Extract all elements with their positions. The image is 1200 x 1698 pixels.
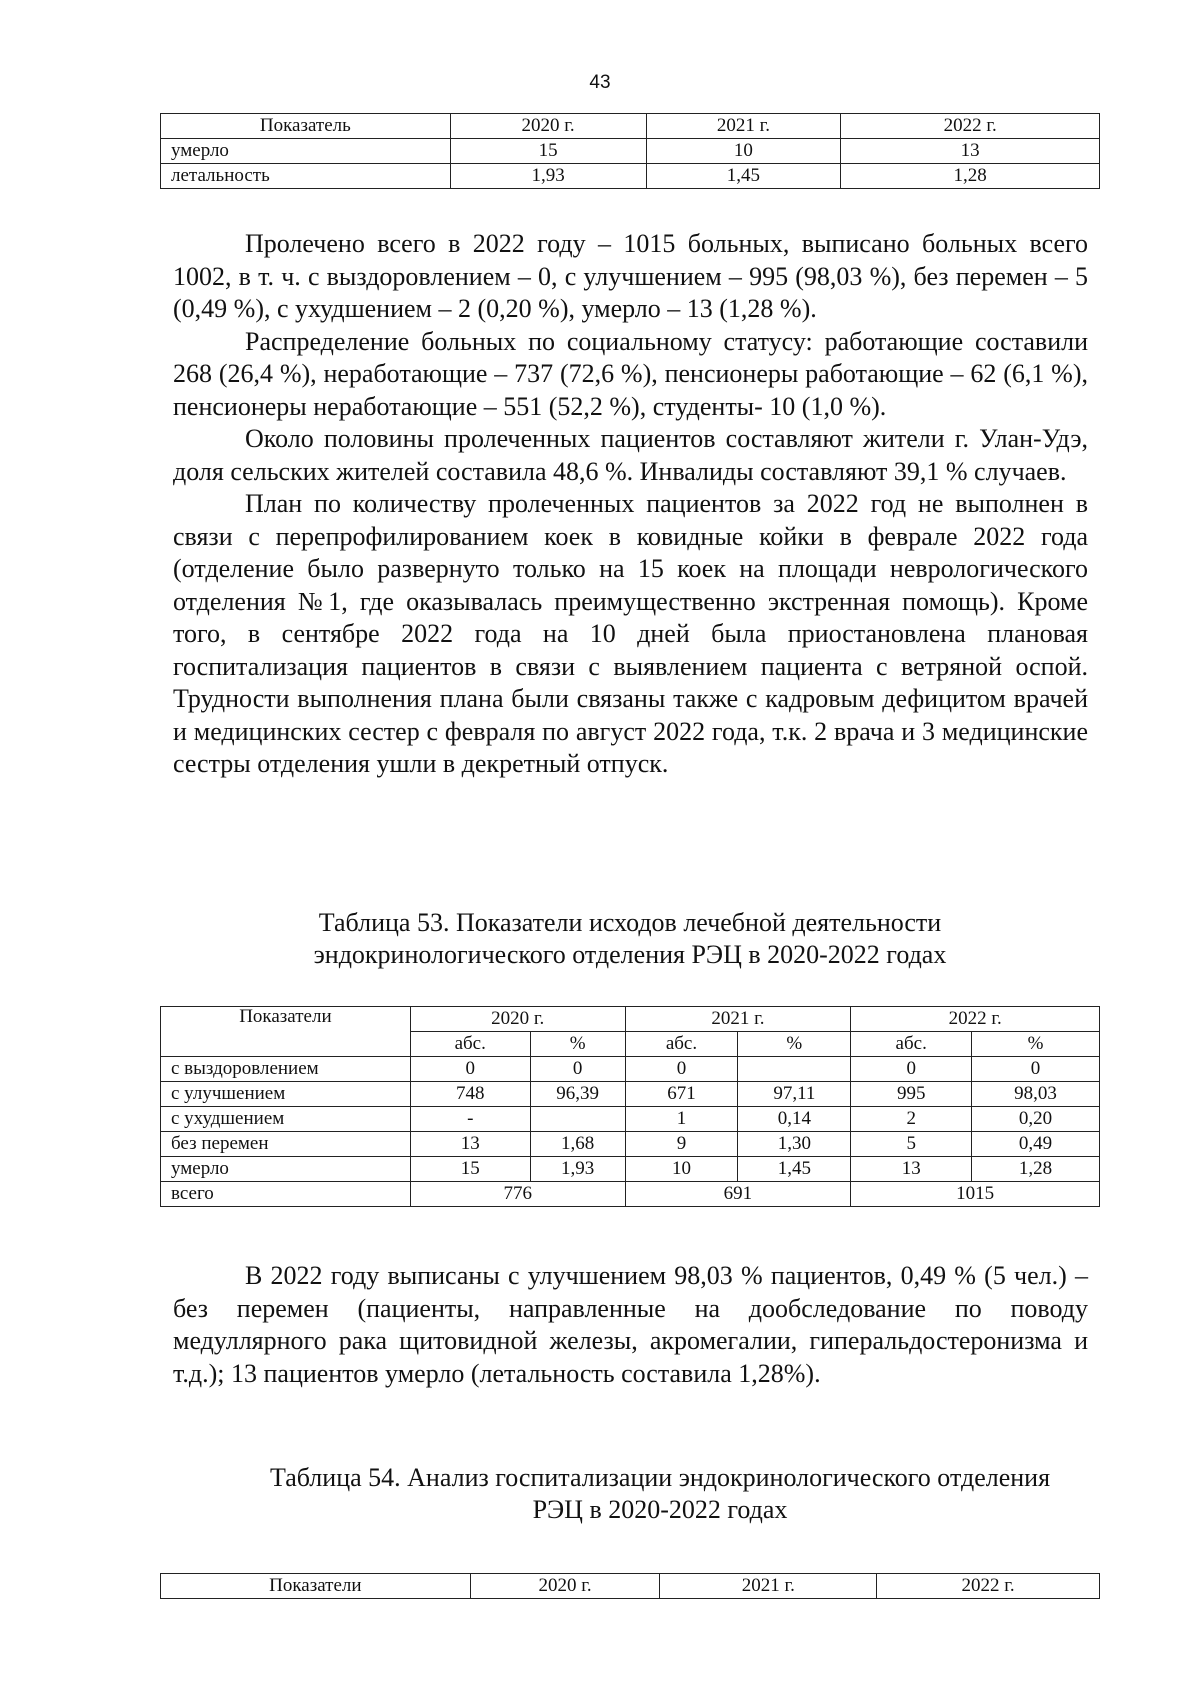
body-text-block bbox=[173, 1260, 1088, 1390]
table-cell: 13 bbox=[410, 1132, 530, 1157]
table-cell: - bbox=[410, 1107, 530, 1132]
row-label: умерло bbox=[161, 1157, 411, 1182]
header-cell: 2021 г. bbox=[660, 1574, 877, 1599]
row-label: умерло bbox=[161, 139, 451, 164]
table-row bbox=[161, 1157, 1100, 1182]
table-cell: 995 bbox=[851, 1082, 972, 1107]
paragraph: План по количеству пролеченных пациентов за 2022 год не выполнен в связи с перепрофилированием коек в ковидные койки в феврале 2022 года (отделение было развернуто только на 15 коек на площади неврологического отделения №1, где оказывалась преимущественно экстренная помощь). Кроме того, в сентябре 2022 года на 10 дней была приостановлена плановая госпитализация пациентов в связи с выявлением пациента с ветряной оспой. Трудности выполнения плана были связаны также с кадровым дефицитом врачей и медицинских сестер с февраля по август 2022 года, т.к. 2 врача и 3 медицинские сестры отделения ушли в декретный отпуск. bbox=[173, 489, 1088, 778]
table-cell: 0 bbox=[530, 1057, 625, 1082]
page-number: 43 bbox=[589, 72, 611, 93]
table-header-row bbox=[161, 1574, 1100, 1599]
table-cell: 1,28 bbox=[841, 164, 1100, 189]
table-cell: 1,28 bbox=[972, 1157, 1100, 1182]
table-caption bbox=[160, 1462, 1100, 1526]
table-cell: 5 bbox=[851, 1132, 972, 1157]
paragraph: Пролечено всего в 2022 году – 1015 больных, выписано больных всего 1002, в т. ч. с выздоровлением – 0, с улучшением – 995 (98,03 %), без перемен – 5 (0,49 %), с ухудшением – 2 (0,20 %), умерло – 13 (1,28 %). bbox=[173, 229, 1088, 323]
sub-header-abs: абс. bbox=[851, 1032, 972, 1057]
table-cell: 97,11 bbox=[738, 1082, 851, 1107]
year-header: 2022 г. bbox=[851, 1007, 1100, 1032]
table-cell: 0,14 bbox=[738, 1107, 851, 1132]
table-row bbox=[161, 1057, 1100, 1082]
sub-header-pct: % bbox=[972, 1032, 1100, 1057]
table-cell: 0,20 bbox=[972, 1107, 1100, 1132]
table-cell: 15 bbox=[410, 1157, 530, 1182]
paragraph: Распределение больных по социальному статусу: работающие составили 268 (26,4 %), неработающие – 737 (72,6 %), пенсионеры работающие – 62 (6,1 %), пенсионеры неработающие – 551 (52,2 %), студенты- 10 (1,0 %). bbox=[173, 326, 1088, 421]
table-caption bbox=[160, 907, 1100, 971]
table-cell: 0 bbox=[625, 1057, 738, 1082]
table-cell: 10 bbox=[625, 1157, 738, 1182]
row-label: с выздоровлением bbox=[161, 1057, 411, 1082]
caption-line: РЭЦ в 2020-2022 годах bbox=[532, 1495, 788, 1524]
header-cell: 2022 г. bbox=[841, 114, 1100, 139]
total-cell: 691 bbox=[625, 1182, 851, 1207]
row-label: без перемен bbox=[161, 1132, 411, 1157]
sub-header-abs: абс. bbox=[410, 1032, 530, 1057]
caption-line: Таблица 54. Анализ госпитализации эндокринологического отделения bbox=[269, 1463, 1051, 1492]
sub-header-abs: абс. bbox=[625, 1032, 738, 1057]
outcomes-table bbox=[160, 1006, 1100, 1207]
table-cell: 671 bbox=[625, 1082, 738, 1107]
table-cell bbox=[738, 1057, 851, 1082]
header-cell: 2020 г. bbox=[470, 1574, 660, 1599]
header-cell: 2021 г. bbox=[646, 114, 841, 139]
table-cell: 1,68 bbox=[530, 1132, 625, 1157]
table-cell: 1 bbox=[625, 1107, 738, 1132]
table-cell: 1,30 bbox=[738, 1132, 851, 1157]
table-cell: 1,93 bbox=[530, 1157, 625, 1182]
table-row bbox=[161, 1132, 1100, 1157]
table-cell: 0 bbox=[851, 1057, 972, 1082]
caption-line: Таблица 53. Показатели исходов лечебной деятельности bbox=[318, 908, 942, 937]
table-cell: 1,93 bbox=[450, 164, 646, 189]
total-cell: 776 bbox=[410, 1182, 625, 1207]
table-cell: 13 bbox=[841, 139, 1100, 164]
table-row bbox=[161, 164, 1100, 189]
table-cell: 1,45 bbox=[646, 164, 841, 189]
table-cell: 96,39 bbox=[530, 1082, 625, 1107]
table-cell: 13 bbox=[851, 1157, 972, 1182]
table-row bbox=[161, 1107, 1100, 1132]
sub-header-pct: % bbox=[738, 1032, 851, 1057]
body-text-block bbox=[173, 228, 1088, 781]
row-label: летальность bbox=[161, 164, 451, 189]
table-cell: 1,45 bbox=[738, 1157, 851, 1182]
top-table bbox=[160, 113, 1100, 189]
table-cell: 748 bbox=[410, 1082, 530, 1107]
table-cell: 0 bbox=[972, 1057, 1100, 1082]
table-row bbox=[161, 1082, 1100, 1107]
table-cell: 15 bbox=[450, 139, 646, 164]
header-cell: Показатели bbox=[161, 1574, 471, 1599]
total-cell: 1015 bbox=[851, 1182, 1100, 1207]
table-row bbox=[161, 139, 1100, 164]
table-cell bbox=[530, 1107, 625, 1132]
year-header: 2020 г. bbox=[410, 1007, 625, 1032]
paragraph: Около половины пролеченных пациентов составляют жители г. Улан-Удэ, доля сельских жителей составила 48,6 %. Инвалиды составляют 39,1 % случаев. bbox=[173, 424, 1088, 486]
header-cell: 2020 г. bbox=[450, 114, 646, 139]
hospitalization-table bbox=[160, 1573, 1100, 1599]
row-label: с улучшением bbox=[161, 1082, 411, 1107]
sub-header-pct: % bbox=[530, 1032, 625, 1057]
header-cell: Показатели bbox=[161, 1007, 411, 1057]
row-label: с ухудшением bbox=[161, 1107, 411, 1132]
year-header: 2021 г. bbox=[625, 1007, 851, 1032]
caption-line: эндокринологического отделения РЭЦ в 2020-2022 годах bbox=[313, 940, 947, 969]
table-cell: 0 bbox=[410, 1057, 530, 1082]
row-label: всего bbox=[161, 1182, 411, 1207]
table-cell: 9 bbox=[625, 1132, 738, 1157]
table-cell: 10 bbox=[646, 139, 841, 164]
table-cell: 0,49 bbox=[972, 1132, 1100, 1157]
table-total-row bbox=[161, 1182, 1100, 1207]
header-cell: Показатель bbox=[161, 114, 451, 139]
table-header-row bbox=[161, 114, 1100, 139]
table-cell: 98,03 bbox=[972, 1082, 1100, 1107]
paragraph: В 2022 году выписаны с улучшением 98,03 % пациентов, 0,49 % (5 чел.) – без перемен (пациенты, направленные на дообследование по поводу медуллярного рака щитовидной железы, акромегалии, гиперальдостеронизма и т.д.); 13 пациентов умерло (летальность составила 1,28%). bbox=[173, 1261, 1088, 1388]
table-cell: 2 bbox=[851, 1107, 972, 1132]
header-cell: 2022 г. bbox=[877, 1574, 1100, 1599]
table-header-row bbox=[161, 1007, 1100, 1032]
